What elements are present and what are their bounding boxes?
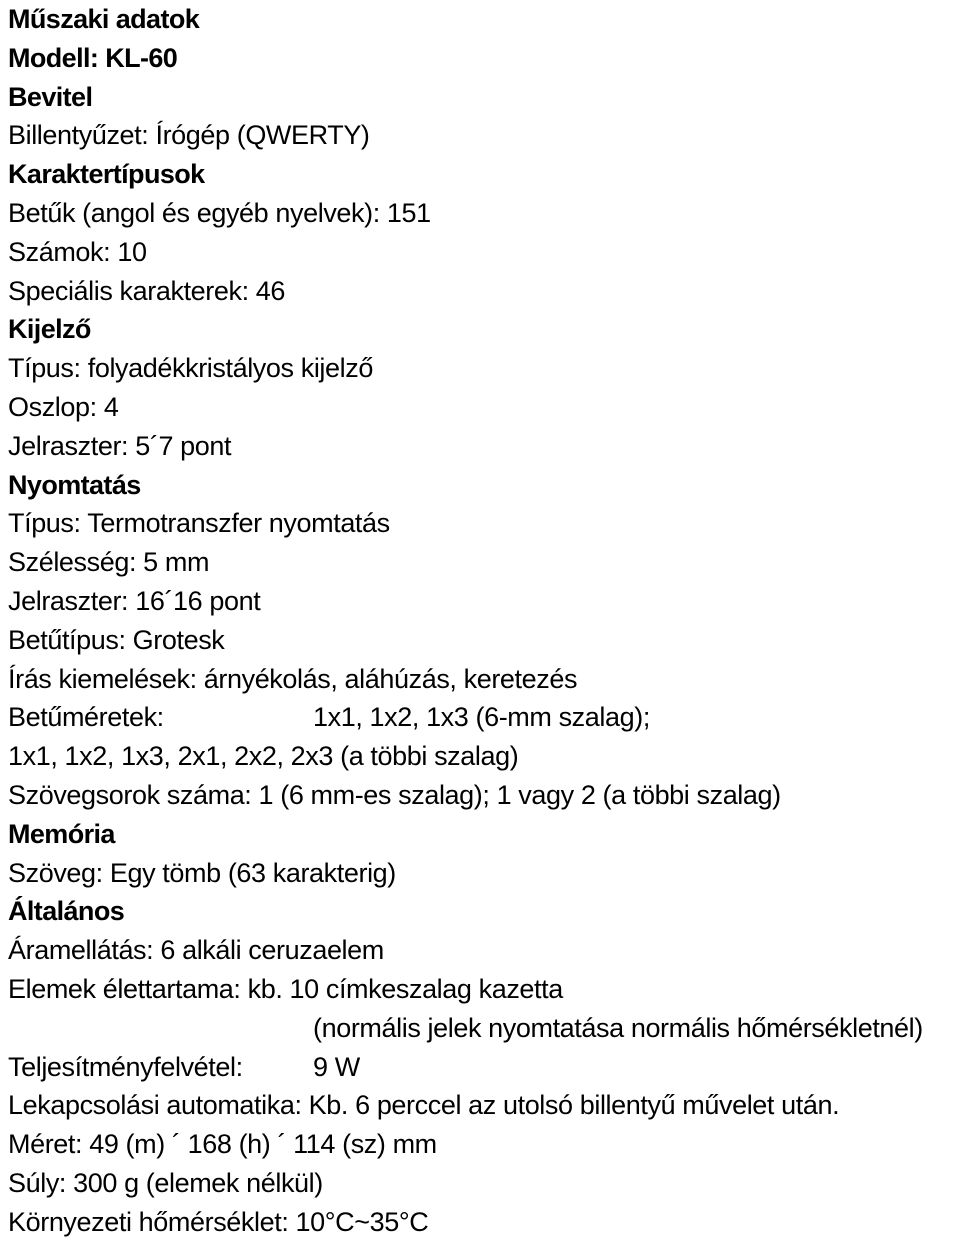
general-heading: Általános [8,896,125,927]
consumption-label: Teljesítményfelvétel: [8,1051,243,1082]
battery-life-note: (normális jelek nyomtatása normális hőmérsékletnél) [313,1012,923,1043]
temperature-spec: Környezeti hőmérséklet: 10°C~35°C [8,1206,429,1237]
model-heading: Modell: KL-60 [8,42,178,73]
display-heading: Kijelző [8,314,91,345]
print-type-spec: Típus: Termotranszfer nyomtatás [8,508,390,539]
battery-life-spec: Elemek élettartama: kb. 10 címkeszalag kazetta [8,973,563,1004]
sizes-value: 1x1, 1x2, 1x3 (6-mm szalag); [313,702,650,733]
sizes-label: Betűméretek: [8,702,164,733]
print-matrix-spec: Jelraszter: 16´16 pont [8,585,261,616]
spec-document [8,0,960,1242]
memory-heading: Memória [8,818,115,849]
print-heading: Nyomtatás [8,469,141,500]
special-chars-spec: Speciális karakterek: 46 [8,275,286,306]
sizes-continuation: 1x1, 1x2, 1x3, 2x1, 2x2, 2x3 (a többi szalag) [8,741,519,772]
doc-title: Műszaki adatok [8,4,200,34]
numbers-spec: Számok: 10 [8,236,147,267]
display-type-spec: Típus: folyadékkristályos kijelző [8,353,373,384]
weight-spec: Súly: 300 g (elemek nélkül) [8,1167,323,1198]
dimensions-spec: Méret: 49 (m) ´ 168 (h) ´ 114 (sz) mm [8,1129,437,1160]
letters-spec: Betűk (angol és egyéb nyelvek): 151 [8,197,431,228]
auto-off-spec: Lekapcsolási automatika: Kb. 6 perccel az utolsó billentyű művelet után. [8,1090,840,1121]
font-spec: Betűtípus: Grotesk [8,624,225,655]
lines-spec: Szövegsorok száma: 1 (6 mm-es szalag); 1 vagy 2 (a többi szalag) [8,779,781,810]
display-matrix-spec: Jelraszter: 5´7 pont [8,430,232,461]
consumption-spec [8,1048,960,1087]
emphasis-spec: Írás kiemelések: árnyékolás, aláhúzás, keretezés [8,663,578,694]
text-memory-spec: Szöveg: Egy tömb (63 karakterig) [8,857,396,888]
width-spec: Szélesség: 5 mm [8,547,210,578]
sizes-spec [8,698,960,737]
columns-spec: Oszlop: 4 [8,391,119,422]
input-heading: Bevitel [8,81,93,112]
power-spec: Áramellátás: 6 alkáli ceruzaelem [8,935,384,966]
chars-heading: Karaktertípusok [8,159,205,190]
consumption-value: 9 W [313,1051,360,1082]
keyboard-spec: Billentyűzet: Írógép (QWERTY) [8,120,370,151]
